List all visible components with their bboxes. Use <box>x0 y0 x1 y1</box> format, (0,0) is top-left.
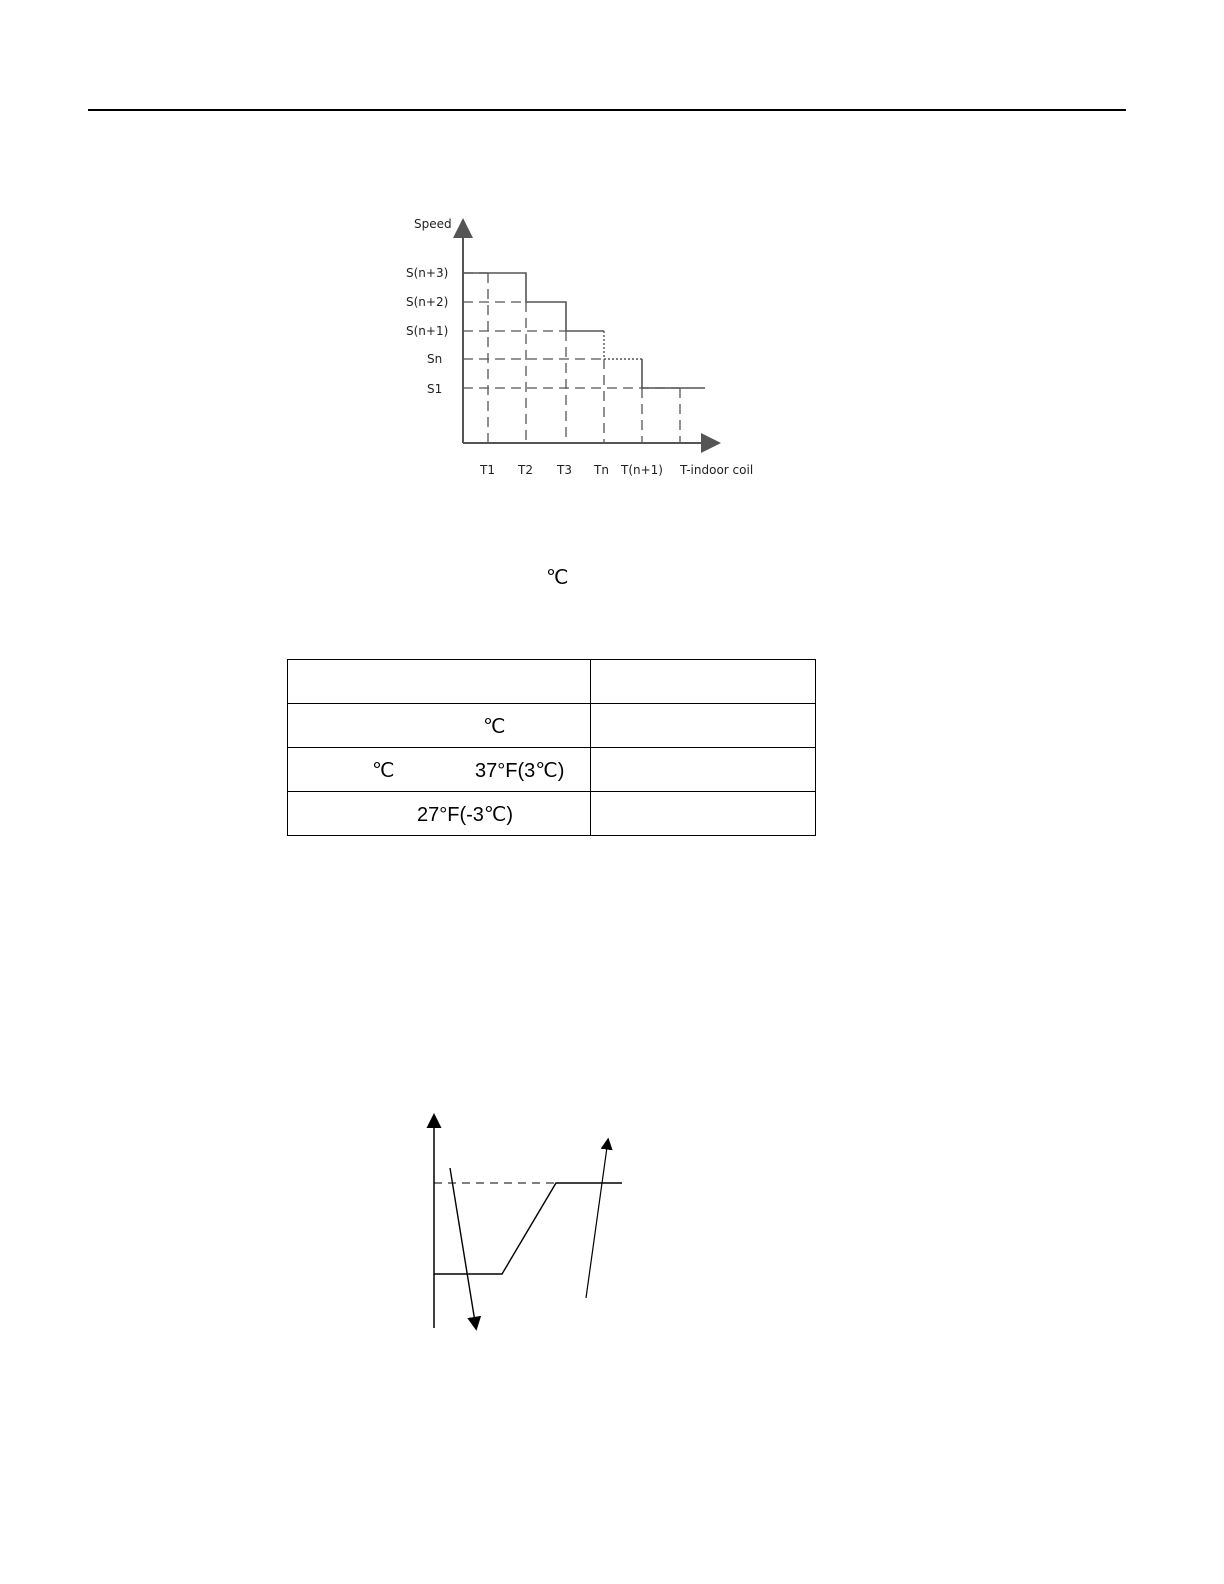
step-curve-b <box>642 359 705 388</box>
x-label-t-n1: T(n+1) <box>621 463 663 477</box>
unit-symbol: ℃ <box>546 567 569 589</box>
table-row <box>288 748 816 792</box>
x-axis-title: T-indoor coil <box>680 463 754 477</box>
y-label-sn: Sn <box>427 352 443 366</box>
line-diagram <box>400 1100 640 1340</box>
table-row <box>288 704 816 748</box>
cell-text: 37°F(3℃) <box>475 760 565 782</box>
x-label-t1: T1 <box>480 463 495 477</box>
table-row <box>288 792 816 836</box>
threshold-table <box>287 659 816 836</box>
table-cell <box>288 704 591 748</box>
y-label-s1: S1 <box>427 382 443 396</box>
table-cell <box>591 792 816 836</box>
y-label-s-n2: S(n+2) <box>406 295 449 309</box>
table-cell <box>288 792 591 836</box>
cell-text: ℃ <box>483 716 506 738</box>
x-label-tn: Tn <box>594 463 609 477</box>
x-label-t3: T3 <box>557 463 572 477</box>
table-cell <box>591 704 816 748</box>
y-label-s-n3: S(n+3) <box>406 266 449 280</box>
table-cell <box>591 748 816 792</box>
table-cell <box>591 660 816 704</box>
y-axis-title: Speed <box>414 217 452 231</box>
response-curve <box>434 1183 622 1274</box>
cell-text: ℃ <box>372 760 395 782</box>
y-label-s-n1: S(n+1) <box>406 324 449 338</box>
x-label-t2: T2 <box>518 463 533 477</box>
speed-step-diagram <box>380 200 780 500</box>
up-arrow <box>586 1140 608 1298</box>
header-rule <box>88 109 1126 111</box>
step-curve-dotted <box>604 331 642 359</box>
table-cell <box>288 660 591 704</box>
down-arrow <box>450 1168 476 1328</box>
table-row <box>288 660 816 704</box>
cell-text: 27°F(-3℃) <box>417 804 514 826</box>
table-cell <box>288 748 591 792</box>
